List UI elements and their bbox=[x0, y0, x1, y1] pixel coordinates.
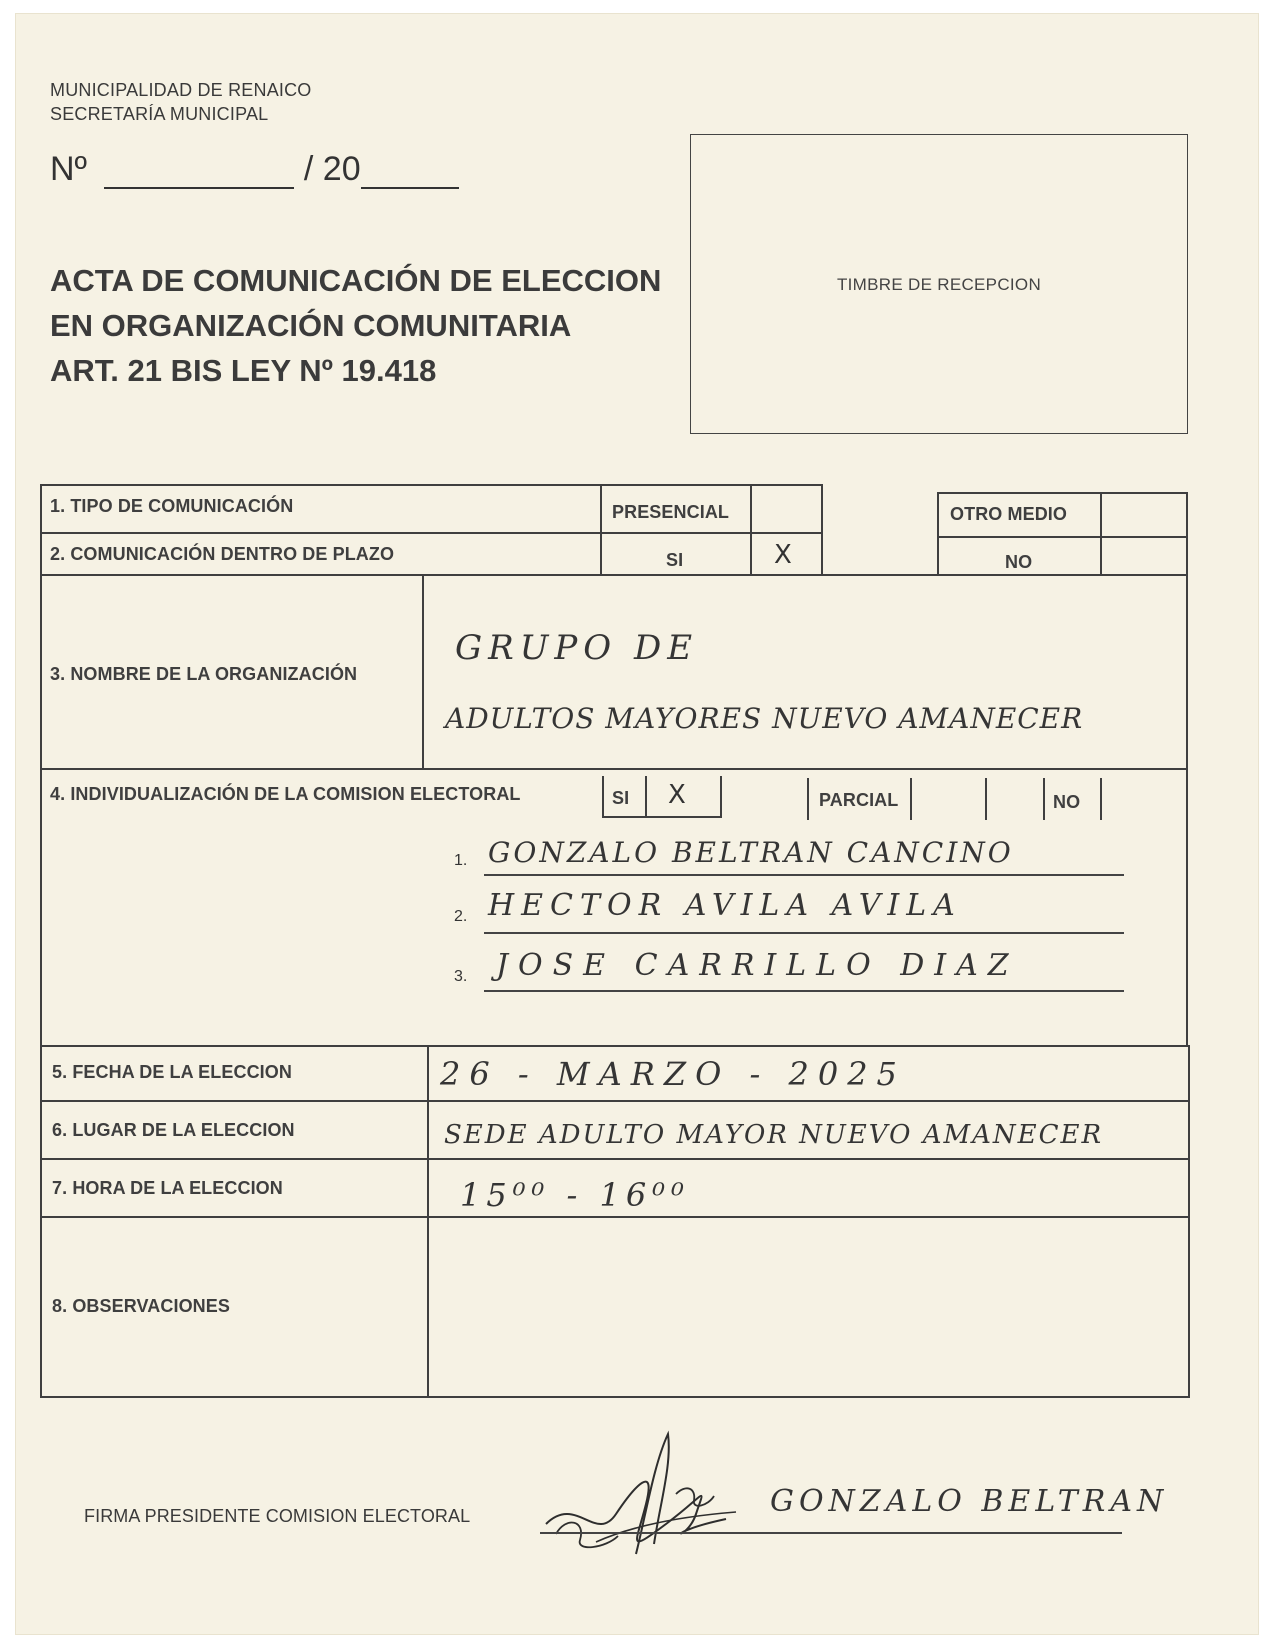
row5-label: 5. FECHA DE LA ELECCION bbox=[52, 1062, 292, 1082]
option-si-comision: SI bbox=[612, 788, 630, 808]
checkbox-otro-medio[interactable] bbox=[1102, 494, 1186, 536]
title-line-3: ART. 21 BIS LEY Nº 19.418 bbox=[50, 353, 437, 388]
election-date[interactable]: 26 - MARZO - 2025 bbox=[440, 1055, 906, 1093]
option-si-plazo: SI bbox=[666, 550, 684, 570]
option-otro-medio: OTRO MEDIO bbox=[950, 504, 1067, 524]
election-time[interactable]: 15⁰⁰ - 16⁰⁰ bbox=[460, 1176, 690, 1214]
member-2-line bbox=[484, 932, 1124, 934]
checkbox-no-plazo[interactable] bbox=[1102, 538, 1186, 574]
member-2-number: 2. bbox=[454, 908, 468, 925]
checkbox-no-comision[interactable] bbox=[1102, 780, 1186, 820]
row2-label: 2. COMUNICACIÓN DENTRO DE PLAZO bbox=[50, 544, 395, 564]
title-line-1: ACTA DE COMUNICACIÓN DE ELECCION bbox=[50, 263, 662, 298]
document-title bbox=[50, 258, 661, 393]
checkbox-si-comision-mark[interactable]: X bbox=[668, 780, 686, 810]
observations-field[interactable] bbox=[430, 1220, 1186, 1394]
member-3-number: 3. bbox=[454, 968, 468, 985]
row6-label: 6. LUGAR DE LA ELECCION bbox=[52, 1120, 295, 1140]
member-1-name[interactable]: GONZALO BELTRAN CANCINO bbox=[488, 836, 1014, 869]
reception-stamp-label: TIMBRE DE RECEPCION bbox=[836, 275, 1042, 294]
number-prefix: Nº bbox=[50, 150, 87, 188]
member-1-line bbox=[484, 874, 1124, 876]
reception-stamp-box bbox=[690, 134, 1188, 434]
organization-name-line1[interactable]: GRUPO DE bbox=[455, 628, 699, 668]
option-presencial: PRESENCIAL bbox=[612, 502, 730, 522]
option-no-comision: NO bbox=[1053, 792, 1081, 812]
row8-label: 8. OBSERVACIONES bbox=[52, 1296, 230, 1316]
header-block bbox=[50, 78, 312, 126]
department-name: SECRETARÍA MUNICIPAL bbox=[50, 104, 269, 124]
row1-label: 1. TIPO DE COMUNICACIÓN bbox=[50, 496, 294, 516]
document-number bbox=[50, 150, 459, 189]
member-1-number: 1. bbox=[454, 852, 468, 869]
signature-line bbox=[540, 1532, 1122, 1534]
member-2-name[interactable]: HECTOR AVILA AVILA bbox=[488, 888, 962, 923]
row7-label: 7. HORA DE LA ELECCION bbox=[52, 1178, 283, 1198]
option-parcial: PARCIAL bbox=[819, 790, 899, 810]
number-field[interactable] bbox=[104, 187, 294, 189]
checkbox-si-plazo-mark[interactable]: X bbox=[774, 540, 792, 570]
signature-label: FIRMA PRESIDENTE COMISION ELECTORAL bbox=[84, 1506, 471, 1526]
title-line-2: EN ORGANIZACIÓN COMUNITARIA bbox=[50, 308, 572, 343]
row3-label: 3. NOMBRE DE LA ORGANIZACIÓN bbox=[50, 664, 358, 684]
row4-label: 4. INDIVIDUALIZACIÓN DE LA COMISION ELECTORAL bbox=[50, 784, 521, 804]
year-field[interactable] bbox=[361, 187, 459, 189]
signer-printed-name: GONZALO BELTRAN bbox=[770, 1484, 1169, 1519]
member-3-name[interactable]: JOSE CARRILLO DIAZ bbox=[496, 948, 1019, 983]
checkbox-presencial[interactable] bbox=[752, 486, 820, 531]
member-3-line bbox=[484, 990, 1124, 992]
election-place[interactable]: SEDE ADULTO MAYOR NUEVO AMANECER bbox=[444, 1120, 1104, 1150]
number-year-prefix: / 20 bbox=[303, 150, 361, 188]
handwritten-signature bbox=[536, 1424, 756, 1564]
organization-name-line2[interactable]: ADULTOS MAYORES NUEVO AMANECER bbox=[445, 702, 1084, 735]
checkbox-parcial[interactable] bbox=[912, 780, 984, 820]
option-no-plazo: NO bbox=[1005, 552, 1033, 572]
municipality-name: MUNICIPALIDAD DE RENAICO bbox=[50, 80, 312, 100]
